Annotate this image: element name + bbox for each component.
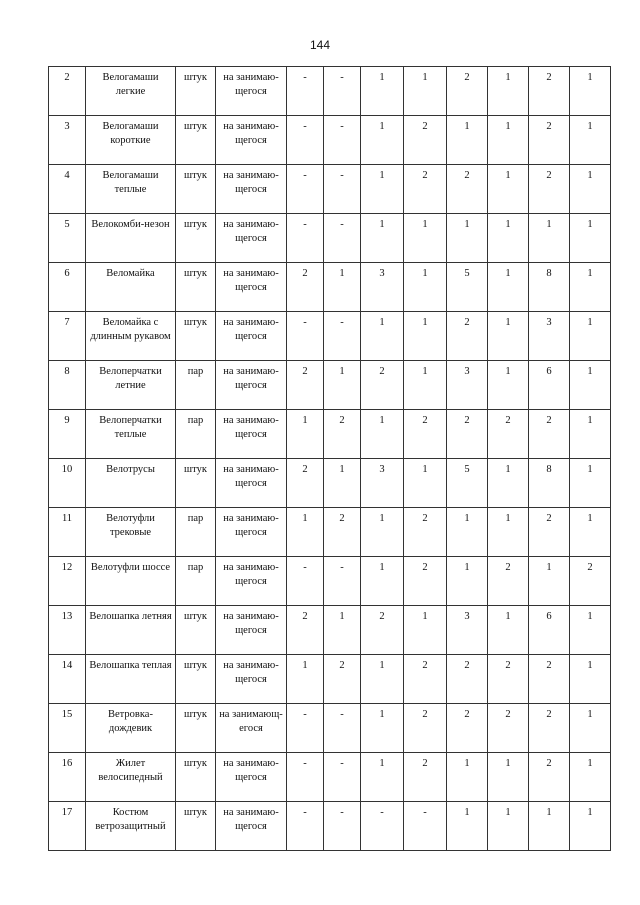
table-row [49,116,611,165]
row-number-cell: 13 [49,606,86,655]
quantity-cell: - [361,802,404,851]
unit-cell: штук [176,214,216,263]
quantity-cell: 1 [404,263,447,312]
quantity-cell: 2 [324,655,361,704]
quantity-cell: - [404,802,447,851]
unit-cell: пар [176,410,216,459]
quantity-cell: 2 [447,165,488,214]
basis-cell: на занимаю-щегося [216,655,287,704]
table-row [49,802,611,851]
unit-cell: штук [176,802,216,851]
quantity-cell: 1 [570,753,611,802]
row-number-cell: 7 [49,312,86,361]
row-number-cell: 6 [49,263,86,312]
basis-cell: на занимаю-щегося [216,557,287,606]
quantity-cell: 2 [529,410,570,459]
unit-cell: штук [176,263,216,312]
quantity-cell: 2 [404,655,447,704]
item-name-cell: Веломайка с длинным рукавом [86,312,176,361]
row-number-cell: 10 [49,459,86,508]
quantity-cell: 2 [488,557,529,606]
unit-cell: штук [176,459,216,508]
row-number-cell: 4 [49,165,86,214]
quantity-cell: 3 [361,459,404,508]
item-name-cell: Костюм ветрозащитный [86,802,176,851]
basis-cell: на занимаю-щегося [216,753,287,802]
unit-cell: пар [176,361,216,410]
table-row [49,214,611,263]
quantity-cell: 1 [488,312,529,361]
quantity-cell: 2 [570,557,611,606]
item-name-cell: Велогамаши легкие [86,67,176,116]
quantity-cell: 1 [404,459,447,508]
basis-cell: на занимаю-щегося [216,361,287,410]
quantity-cell: 2 [404,753,447,802]
table-row [49,557,611,606]
quantity-cell: 2 [404,165,447,214]
quantity-cell: 1 [488,263,529,312]
quantity-cell: 1 [361,165,404,214]
row-number-cell: 2 [49,67,86,116]
quantity-cell: 1 [324,361,361,410]
table-row [49,655,611,704]
table-row [49,410,611,459]
quantity-cell: 2 [529,655,570,704]
basis-cell: на занимаю-щегося [216,312,287,361]
quantity-cell: 2 [447,704,488,753]
quantity-cell: 1 [570,263,611,312]
quantity-cell: 1 [570,655,611,704]
row-number-cell: 11 [49,508,86,557]
quantity-cell: 1 [529,802,570,851]
quantity-cell: - [287,214,324,263]
row-number-cell: 16 [49,753,86,802]
table-row [49,165,611,214]
quantity-cell: 1 [570,802,611,851]
table-row [49,704,611,753]
quantity-cell: 1 [570,67,611,116]
quantity-cell: 2 [447,410,488,459]
quantity-cell: 1 [361,67,404,116]
quantity-cell: 1 [361,116,404,165]
equipment-table [48,66,611,851]
quantity-cell: 1 [361,508,404,557]
basis-cell: на занимаю-щегося [216,214,287,263]
item-name-cell: Велогамаши теплые [86,165,176,214]
item-name-cell: Велотрусы [86,459,176,508]
quantity-cell: 1 [447,802,488,851]
row-number-cell: 8 [49,361,86,410]
table-row [49,67,611,116]
unit-cell: штук [176,753,216,802]
unit-cell: штук [176,655,216,704]
item-name-cell: Велоперчатки летние [86,361,176,410]
table-row [49,508,611,557]
quantity-cell: 1 [488,116,529,165]
quantity-cell: 1 [287,410,324,459]
quantity-cell: 2 [529,116,570,165]
unit-cell: штук [176,606,216,655]
quantity-cell: 3 [361,263,404,312]
row-number-cell: 17 [49,802,86,851]
item-name-cell: Жилет велосипедный [86,753,176,802]
quantity-cell: 1 [570,508,611,557]
quantity-cell: 2 [529,753,570,802]
row-number-cell: 15 [49,704,86,753]
quantity-cell: 1 [361,214,404,263]
item-name-cell: Велокомби-незон [86,214,176,263]
table-row [49,606,611,655]
quantity-cell: 3 [447,361,488,410]
quantity-cell: 5 [447,459,488,508]
quantity-cell: 1 [488,459,529,508]
quantity-cell: 1 [570,214,611,263]
unit-cell: штук [176,704,216,753]
quantity-cell: 1 [287,655,324,704]
quantity-cell: 2 [287,361,324,410]
unit-cell: штук [176,67,216,116]
quantity-cell: 1 [447,557,488,606]
quantity-cell: 1 [570,606,611,655]
quantity-cell: - [287,312,324,361]
quantity-cell: 1 [447,214,488,263]
quantity-cell: 1 [361,312,404,361]
quantity-cell: 1 [570,361,611,410]
quantity-cell: 1 [361,410,404,459]
quantity-cell: 2 [447,655,488,704]
quantity-cell: - [287,704,324,753]
item-name-cell: Велоперчатки теплые [86,410,176,459]
quantity-cell: 1 [287,508,324,557]
quantity-cell: 6 [529,361,570,410]
quantity-cell: 1 [570,459,611,508]
quantity-cell: 2 [529,67,570,116]
quantity-cell: - [287,802,324,851]
table-row [49,312,611,361]
basis-cell: на занимаю-щегося [216,116,287,165]
unit-cell: пар [176,508,216,557]
basis-cell: на занимаю-щегося [216,606,287,655]
quantity-cell: 1 [488,361,529,410]
quantity-cell: 1 [570,116,611,165]
item-name-cell: Велогамаши короткие [86,116,176,165]
quantity-cell: 1 [324,459,361,508]
quantity-cell: 2 [287,263,324,312]
quantity-cell: 2 [529,704,570,753]
quantity-cell: - [287,165,324,214]
quantity-cell: 2 [404,508,447,557]
item-name-cell: Велошапка теплая [86,655,176,704]
quantity-cell: - [324,67,361,116]
quantity-cell: 2 [287,459,324,508]
quantity-cell: 3 [447,606,488,655]
quantity-cell: 2 [404,557,447,606]
quantity-cell: 1 [404,214,447,263]
item-name-cell: Веломайка [86,263,176,312]
quantity-cell: 2 [488,655,529,704]
unit-cell: штук [176,165,216,214]
quantity-cell: 1 [488,67,529,116]
quantity-cell: - [324,802,361,851]
row-number-cell: 5 [49,214,86,263]
basis-cell: на занимающ-егося [216,704,287,753]
quantity-cell: 1 [570,165,611,214]
quantity-cell: 1 [361,655,404,704]
quantity-cell: 1 [361,704,404,753]
quantity-cell: - [324,704,361,753]
quantity-cell: 1 [488,606,529,655]
quantity-cell: 1 [404,67,447,116]
quantity-cell: 2 [529,508,570,557]
unit-cell: пар [176,557,216,606]
quantity-cell: 1 [447,508,488,557]
quantity-cell: 1 [488,165,529,214]
quantity-cell: 1 [324,606,361,655]
quantity-cell: - [324,214,361,263]
item-name-cell: Велотуфли трековые [86,508,176,557]
quantity-cell: 1 [570,704,611,753]
quantity-cell: 1 [404,606,447,655]
basis-cell: на занимаю-щегося [216,459,287,508]
quantity-cell: 1 [570,410,611,459]
quantity-cell: 2 [287,606,324,655]
quantity-cell: 1 [488,214,529,263]
quantity-cell: 2 [324,410,361,459]
quantity-cell: 2 [488,410,529,459]
quantity-cell: 2 [324,508,361,557]
basis-cell: на занимаю-щегося [216,67,287,116]
table-body [49,67,611,851]
quantity-cell: 1 [361,753,404,802]
quantity-cell: 1 [529,214,570,263]
quantity-cell: 1 [361,557,404,606]
item-name-cell: Велошапка летняя [86,606,176,655]
quantity-cell: - [287,557,324,606]
table-row [49,263,611,312]
quantity-cell: 8 [529,263,570,312]
quantity-cell: 2 [529,165,570,214]
quantity-cell: 2 [404,410,447,459]
quantity-cell: 1 [570,312,611,361]
row-number-cell: 3 [49,116,86,165]
quantity-cell: - [287,116,324,165]
quantity-cell: 6 [529,606,570,655]
table-row [49,753,611,802]
quantity-cell: 2 [447,312,488,361]
quantity-cell: 1 [488,753,529,802]
quantity-cell: 8 [529,459,570,508]
table-row [49,361,611,410]
quantity-cell: 2 [447,67,488,116]
unit-cell: штук [176,116,216,165]
quantity-cell: 1 [488,802,529,851]
quantity-cell: 1 [447,116,488,165]
row-number-cell: 14 [49,655,86,704]
item-name-cell: Велотуфли шоссе [86,557,176,606]
quantity-cell: 2 [488,704,529,753]
table-row [49,459,611,508]
quantity-cell: 1 [404,312,447,361]
basis-cell: на занимаю-щегося [216,410,287,459]
quantity-cell: 1 [404,361,447,410]
basis-cell: на занимаю-щегося [216,802,287,851]
basis-cell: на занимаю-щегося [216,263,287,312]
quantity-cell: - [324,116,361,165]
quantity-cell: 1 [488,508,529,557]
item-name-cell: Ветровка-дождевик [86,704,176,753]
quantity-cell: - [324,557,361,606]
quantity-cell: 1 [529,557,570,606]
quantity-cell: 1 [324,263,361,312]
quantity-cell: - [324,753,361,802]
quantity-cell: - [287,753,324,802]
row-number-cell: 9 [49,410,86,459]
quantity-cell: 2 [404,704,447,753]
quantity-cell: - [324,165,361,214]
quantity-cell: 2 [361,606,404,655]
quantity-cell: - [287,67,324,116]
quantity-cell: 2 [404,116,447,165]
page-number: 144 [309,38,331,52]
row-number-cell: 12 [49,557,86,606]
quantity-cell: 1 [447,753,488,802]
quantity-cell: 5 [447,263,488,312]
quantity-cell: 3 [529,312,570,361]
quantity-cell: 2 [361,361,404,410]
basis-cell: на занимаю-щегося [216,165,287,214]
unit-cell: штук [176,312,216,361]
quantity-cell: - [324,312,361,361]
basis-cell: на занимаю-щегося [216,508,287,557]
